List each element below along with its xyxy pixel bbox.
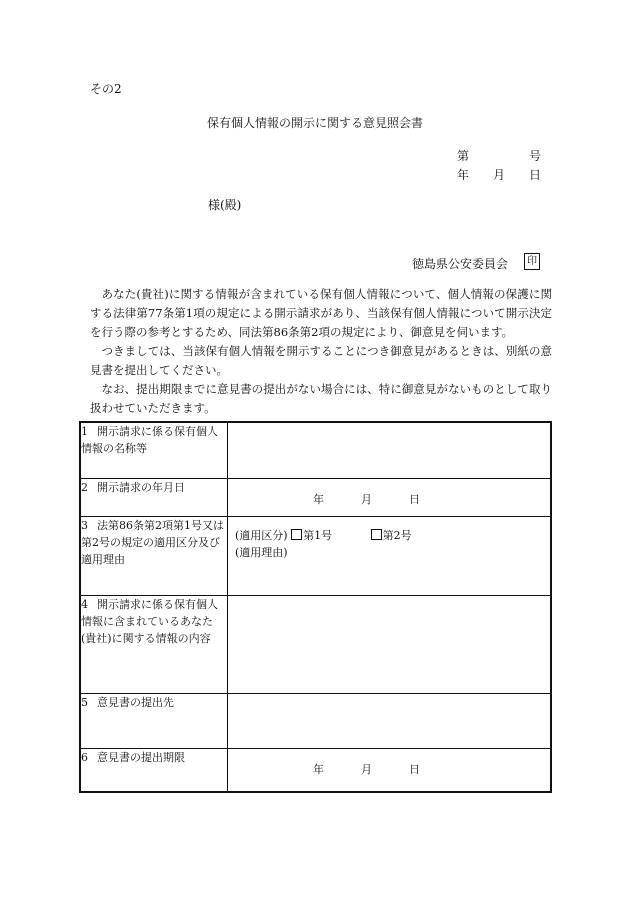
year-label: 年 (313, 492, 324, 506)
request-date-field[interactable] (228, 478, 552, 516)
year-label: 年 (313, 762, 324, 776)
info-name-field[interactable] (228, 422, 552, 478)
table-row (80, 595, 551, 693)
option-2-label: 第2号 (382, 528, 412, 542)
month-label: 月 (361, 762, 372, 776)
form-number: その2 (90, 82, 122, 96)
option-1-checkbox[interactable] (291, 529, 302, 540)
row-5-label (80, 693, 228, 748)
category-label: (適用区分) (235, 528, 288, 542)
document-title: 保有個人情報の開示に関する意見照会書 (206, 116, 423, 130)
applicable-basis-field[interactable] (228, 516, 552, 595)
date-day-label: 日 (529, 168, 542, 182)
option-1-label: 第1号 (303, 528, 333, 542)
body-paragraph-2: つきましては、当該保有個人情報を開示することにつき御意見があるときは、別紙の意見書を提出してください。 (90, 344, 552, 377)
row-label-text: 意見書の提出先 (97, 695, 174, 709)
table-row (80, 478, 551, 516)
date-year-label: 年 (457, 168, 470, 182)
reason-label: (適用理由) (235, 545, 288, 559)
issuer-name: 徳島県公安委員会 (412, 257, 509, 271)
row-number: 4 (81, 597, 88, 611)
row-3-label (80, 516, 228, 595)
submission-destination-field[interactable] (228, 693, 552, 748)
row-label-text: 法第86条第2項第1号又は第2号の規定の適用区分及び適用理由 (81, 518, 224, 566)
inquiry-form-table (79, 421, 552, 793)
row-4-label (80, 595, 228, 693)
table-row (80, 693, 551, 748)
row-label-text: 開示請求に係る保有個人情報に含まれているあなた(貴社)に関する情報の内容 (81, 597, 218, 645)
table-row (80, 516, 551, 595)
reference-number-suffix: 号 (529, 149, 542, 163)
option-2-checkbox[interactable] (371, 529, 382, 540)
addressee: 様(殿) (208, 198, 242, 212)
row-1-label (80, 422, 228, 478)
body-paragraph-1: あなた(貴社)に関する情報が含まれている保有個人情報について、個人情報の保護に関する法律第77条第1項の規定による開示請求があり、当該保有個人情報について開示決定を行う際の参考とするため、同法第86条第2項の規定により、御意見を伺います。 (90, 287, 552, 339)
day-label: 日 (409, 492, 420, 506)
row-number: 6 (81, 750, 88, 764)
body-text (90, 285, 552, 418)
row-number: 5 (81, 695, 88, 709)
row-6-label (80, 748, 228, 792)
table-row (80, 748, 551, 792)
seal-mark: 印 (524, 253, 540, 270)
row-number: 3 (81, 518, 88, 532)
info-content-field[interactable] (228, 595, 552, 693)
day-label: 日 (409, 762, 420, 776)
row-label-text: 開示請求に係る保有個人情報の名称等 (81, 425, 218, 455)
row-number: 2 (81, 480, 88, 494)
row-label-text: 意見書の提出期限 (97, 750, 185, 764)
body-paragraph-3: なお、提出期限までに意見書の提出がない場合には、特に御意見がないものとして取り扱わせていただきます。 (90, 382, 552, 415)
month-label: 月 (361, 492, 372, 506)
row-number: 1 (81, 425, 88, 438)
table-row (80, 422, 551, 478)
submission-deadline-field[interactable] (228, 748, 552, 792)
date-month-label: 月 (493, 168, 506, 182)
row-label-text: 開示請求の年月日 (97, 480, 185, 494)
reference-number-label: 第 (457, 149, 470, 163)
row-2-label (80, 478, 228, 516)
